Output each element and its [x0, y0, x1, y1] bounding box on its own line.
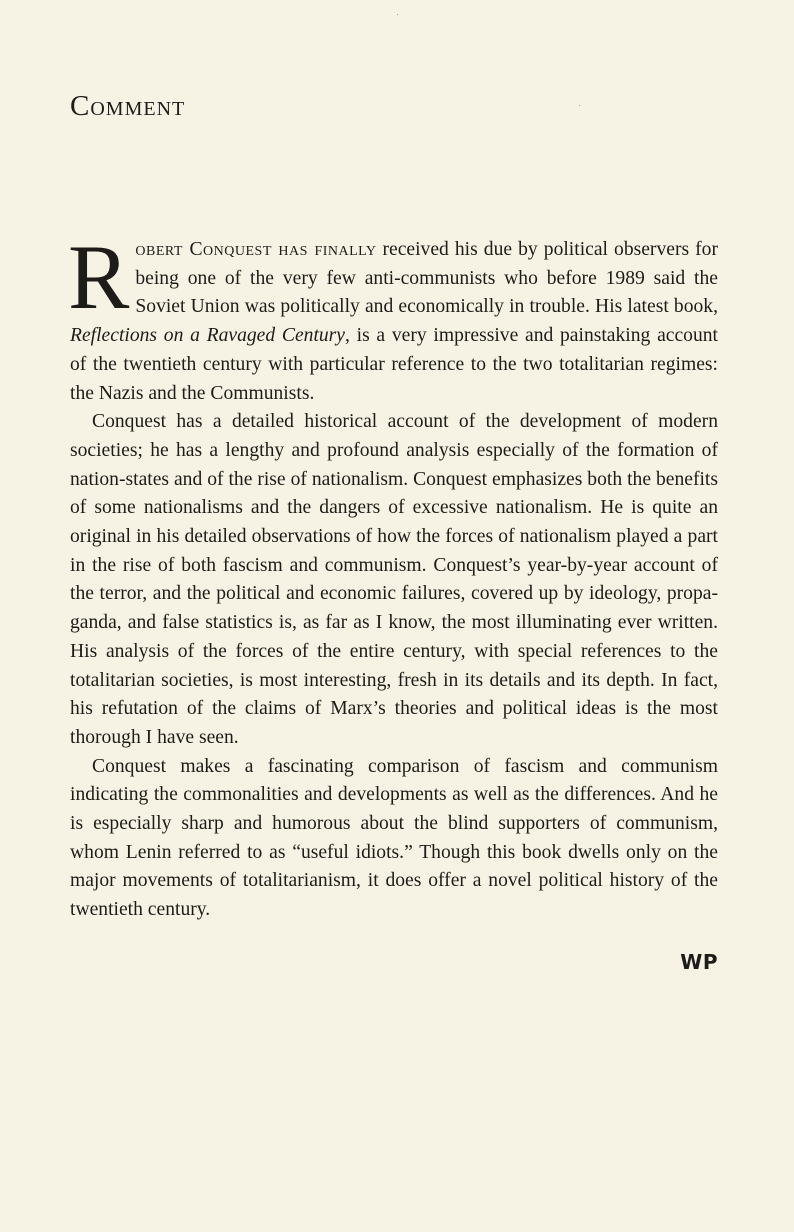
paragraph-1 — [68, 226, 718, 408]
paper-speck — [579, 105, 580, 106]
paragraph-1-end: , is a very impressive and painstaking account of the twentieth century with particular reference to the two totalitarian regimes: the Nazis and the Communists. — [70, 325, 718, 404]
author-initials: WP — [680, 950, 718, 974]
paragraph-1-text: received his due by political observers for being one of the very few anti-communists who before 1989 said the Soviet Union was politically and economically in trouble. His latest book, — [135, 239, 718, 318]
paragraph-3: Conquest makes a fascinating comparison of fascism and communism indicating the commonalities and developments as well as the differences. And he is especially sharp and humorous about the blind supporters of communism, whom Lenin referred to as “useful idiots.” Though this book dwells only on the major movements of totalitarianism, it does offer a novel political history of the twentieth century. — [70, 755, 718, 921]
drop-cap: R — [68, 226, 130, 328]
lead-in-small-caps: obert Conquest has finally — [135, 239, 377, 260]
paper-speck — [397, 14, 398, 15]
paragraph-2: Conquest has a detailed historical account of the development of modern societies; he has a lengthy and profound analysis especially of the formation of nation-states and of the rise of nationalism. Conquest emphasizes both the benefits of some nationalisms and the dangers of excessive nationalism. He is quite an original in his detailed observations of how the forces of nationalism played a part in the rise of both fascism and communism. Conquest’s year-by-year account of the terror, and the political and economic failures, covered up by ideology, propaganda, and false statistics is, as far as I know, the most illuminating ever written. His analysis of the forces of the entire century, with special references to the totalitarian societies, is most interesting, fresh in its details and its depth. In fact, his refutation of the claims of Marx’s theories and political ideas is the most thorough I have seen. — [70, 411, 718, 748]
section-heading: Comment — [70, 90, 186, 122]
book-title: Reflections on a Ravaged Century — [70, 325, 346, 347]
article-body — [68, 226, 718, 925]
